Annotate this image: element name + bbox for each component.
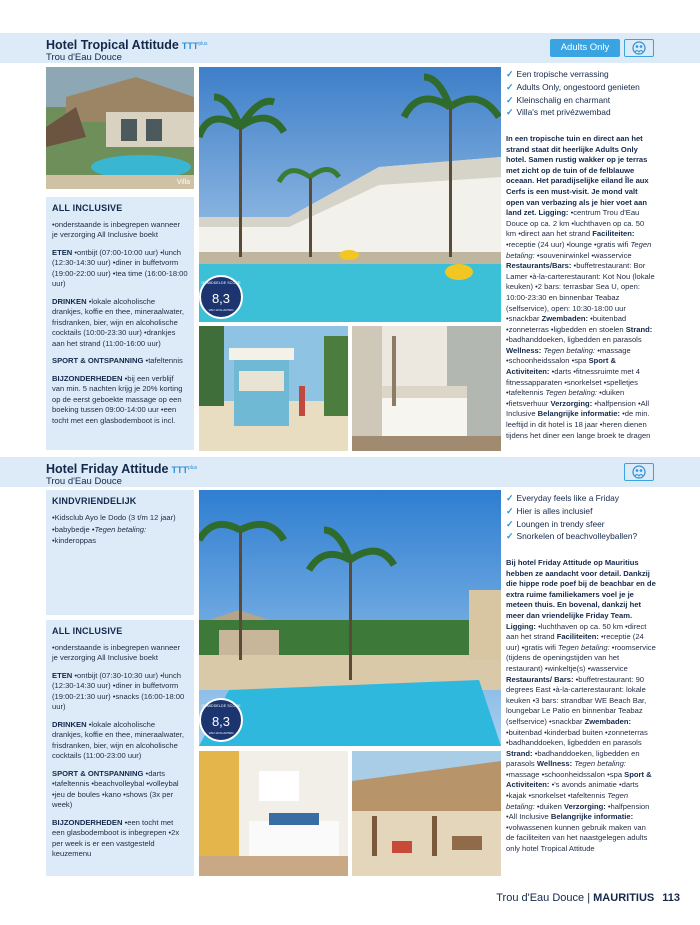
hotel2-panel-title: ALL INCLUSIVE xyxy=(52,626,123,636)
hotel1-panel-title: ALL INCLUSIVE xyxy=(52,203,123,213)
check-icon: ✓ xyxy=(506,69,514,79)
hotel2-panel-intro: •onderstaande is inbegrepen wanneer je verzorging All Inclusive boekt xyxy=(52,642,181,662)
adults-only-badge[interactable]: Adults Only xyxy=(550,39,620,57)
hotel1-location: Trou d'Eau Douce xyxy=(46,52,122,63)
hotel2-kids-panel xyxy=(46,490,194,615)
hotel2-location: Trou d'Eau Douce xyxy=(46,476,122,487)
beach-bar-photo xyxy=(352,751,501,876)
hotel2-rating-icon: $TTT^{plus}$ xyxy=(171,465,198,475)
check-icon: ✓ xyxy=(506,81,514,92)
hotel1-score-value: 8,3 xyxy=(211,291,231,306)
hotel1-description: In een tropische tuin en direct aan het strand staat dit heerlijke Adults Only hotel. Samen rustig wakker op je terras met zicht op de tuin of de felblauwe oceaan. Het paradijselijke eiland Île aux Cerfs is een must-visit. Je mond valt open van verbazing als je hier voet aan land zet. Ligging: •centrum Trou d'Eau Douce op ca. 2 km •luchthaven op ca. 50 km •direct aan het strand Faciliteiten: •receptie (24 uur) •lounge •gratis wifi Tegen betaling: •souvenirwinkel •wasservice Restaurants/Bars: •buffetrestaurant: Bor Lamer •à-la-carterestaurant: Kot Nou (lokale keuken) •2 bars: terrasbar Sea U, open: 10:00-23:30 en binnenbar Teabaz (selfservice), open: 10:30-18:00 uur •snackbar Zwembaden: •buitenbad •zonneterras •ligbedden en stoelen Strand: •badhanddoeken, ligbedden en parasols Wellness: Tegen betaling: •massage •schoonheidssalon •spa Sport & Activiteiten: •darts •fitnessruimte met 4 fitnessapparaten •snorkelset •spelletjes •tafeltennis Tegen betaling: •duiken •fietsverhuur Verzorging: •halfpension •All Inclusive Belangrijke informatie: •de min. leeftijd in dit hotel is 18 jaar •heren dienen tijdens het diner een lange broek te dragen xyxy=(506,134,655,440)
hotel2-pool-photo xyxy=(199,490,501,746)
bedroom-photo xyxy=(352,326,501,451)
check-icon: ✓ xyxy=(506,107,514,118)
family-room-photo xyxy=(199,751,348,876)
hotel2-name: Hotel Friday Attitude $TTT^{plus}$ xyxy=(46,462,198,476)
hotel1-name: Hotel Tropical Attitude $TTT^{plus}$ xyxy=(46,38,208,52)
page-footer: Trou d'Eau Douce | MAURITIUS 113 xyxy=(496,892,680,904)
check-icon: ✓ xyxy=(506,505,514,516)
hotel2-kids-title: KINDVRIENDELIJK xyxy=(52,496,137,506)
hotel1-usp-list xyxy=(506,68,640,119)
hotel2-score-value: 8,3 xyxy=(211,714,231,729)
beach-kiosk-photo xyxy=(199,326,348,451)
list-item: ✓ Kleinschalig en charmant xyxy=(506,94,611,105)
hotel2-usp-list xyxy=(506,492,637,543)
list-item: ✓ Everyday feels like a Friday xyxy=(506,493,619,503)
villa-caption: Villa xyxy=(176,179,190,186)
list-item: ✓ Hier is alles inclusief xyxy=(506,505,593,516)
couple-icon xyxy=(624,39,654,57)
list-item: ✓ Adults Only, ongestoord genieten xyxy=(506,81,640,92)
family-icon xyxy=(624,463,654,481)
hotel2-kids-line2: •babybedje •Tegen betaling: •kinderoppas xyxy=(52,525,147,545)
hotel2-panel-sport: SPORT & ONTSPANNING •darts •tafeltennis •beachvolleybal •volleybal •jeu de boules •kano •shows (3x per week) xyxy=(52,768,179,809)
list-item: ✓ Villa's met privézwembad xyxy=(506,107,611,118)
hotel1-rating-icon: $TTT^{plus}$ xyxy=(181,41,208,51)
hotel1-panel-bijzonder: BIJZONDERHEDEN •bij een verblijf van min. 5 nachten krijg je 20% korting op de eerst geboekte massage op een boeking tussen 09:00-14:00 uur •een tocht met een glasbodemboot is incl. xyxy=(52,373,183,425)
page-number: 113 xyxy=(662,892,680,904)
hotel2-panel-drinken: DRINKEN •lokale alcoholische drankjes, koffie en thee, mineraalwater, frisdranken, bier, wijn en alcoholische cocktails (11:00-23:00 uur) xyxy=(52,719,184,760)
hotel1-panel-drinken: DRINKEN •lokale alcoholische drankjes, koffie en thee, mineraalwater, frisdranken, bier, wijn en alcoholische cocktails (10:00-23:30 uur) •drankjes aan het strand (11:00-16:00 uur) xyxy=(52,296,184,348)
hotel1-panel-eten: ETEN •ontbijt (07:00-10:00 uur) •lunch (12:30-14:30 uur) •diner in buffetvorm (19:00-22:00 uur) •tea time (16:00-18:00 uur) xyxy=(52,247,188,288)
hotel2-panel-eten: ETEN •ontbijt (07:30-10:30 uur) •lunch (12:30-14:30 uur) •diner in buffetvorm (19:00-21:30 uur) •snacks (16:00-18:00 uur) xyxy=(52,670,185,711)
hotel1-panel-sport: SPORT & ONTSPANNING •tafeltennis xyxy=(52,356,183,365)
check-icon: ✓ xyxy=(506,518,514,529)
hotel1-allinclusive-panel xyxy=(46,197,194,450)
hotel1-pool-photo xyxy=(199,67,501,322)
footer-location: Trou d'Eau Douce xyxy=(496,892,585,904)
check-icon: ✓ xyxy=(506,531,514,542)
check-icon: ✓ xyxy=(506,94,514,105)
list-item: ✓ Loungen in trendy sfeer xyxy=(506,518,605,529)
list-item: ✓ Een tropische verrassing xyxy=(506,69,609,79)
footer-country: MAURITIUS xyxy=(593,892,655,904)
check-icon: ✓ xyxy=(506,493,514,503)
hotel2-allinclusive-panel xyxy=(46,620,194,876)
list-item: ✓ Snorkelen of beachvolleyballen? xyxy=(506,531,638,542)
hotel2-kids-line1: •Kidsclub Ayo le Dodo (3 t/m 12 jaar) xyxy=(52,512,176,522)
hotel1-score-badge: GEMIDDELDE SCORE 8,3 VAN 10 KLANTEN xyxy=(199,275,243,319)
villa-photo xyxy=(46,67,194,189)
hotel2-description: Bij hotel Friday Attitude op Mauritius hebben ze aandacht voor detail. Dankzij die hippe rode poef bij de beachbar en de extra ruime familiekamers voel je je meteen thuis. En bovenal, dankzij het meer dan vriendelijke Friday Team. Ligging: •luchthaven op ca. 50 km •direct aan het strand Faciliteiten: •receptie (24 uur) •gratis wifi Tegen betaling: •roomservice (tijdens de openingstijden van het restaurant) •winkeltje(s) •wasservice Restaurants/ Bars: •buffetrestaurant: 90 degrees East •à-la-carterestaurant: lokale keuken •3 bars: strandbar WE Beach Bar, loungebar Le Patio en binnenbar Teabaz (selfservice) •snackbar Zwembaden: •buitenbad •kinderbad buiten •zonneterras •badhanddoeken, ligbedden en parasols Strand: •badhanddoeken, ligbedden en parasols Wellness: Tegen betaling: •massage •schoonheidssalon •spa Sport & Activiteiten: •'s avonds animatie •darts •kajak •snorkelset •tafeltennis Tegen betaling: •duiken Verzorging: •halfpension •All Inclusive Belangrijke informatie: •volwassenen kunnen gebruik maken van de faciliteiten van het naastgelegen adults only hotel Tropical Attitude xyxy=(506,558,656,854)
hotel2-score-badge: GEMIDDELDE SCORE 8,3 VAN 10 KLANTEN xyxy=(199,698,243,742)
hotel2-panel-bijzonder: BIJZONDERHEDEN •een tocht met een glasbodemboot is inbegrepen •2x per week is er een vastgesteld keuzemenu xyxy=(52,817,180,858)
hotel1-panel-intro: •onderstaande is inbegrepen wanneer je verzorging All Inclusive boekt xyxy=(52,219,181,239)
